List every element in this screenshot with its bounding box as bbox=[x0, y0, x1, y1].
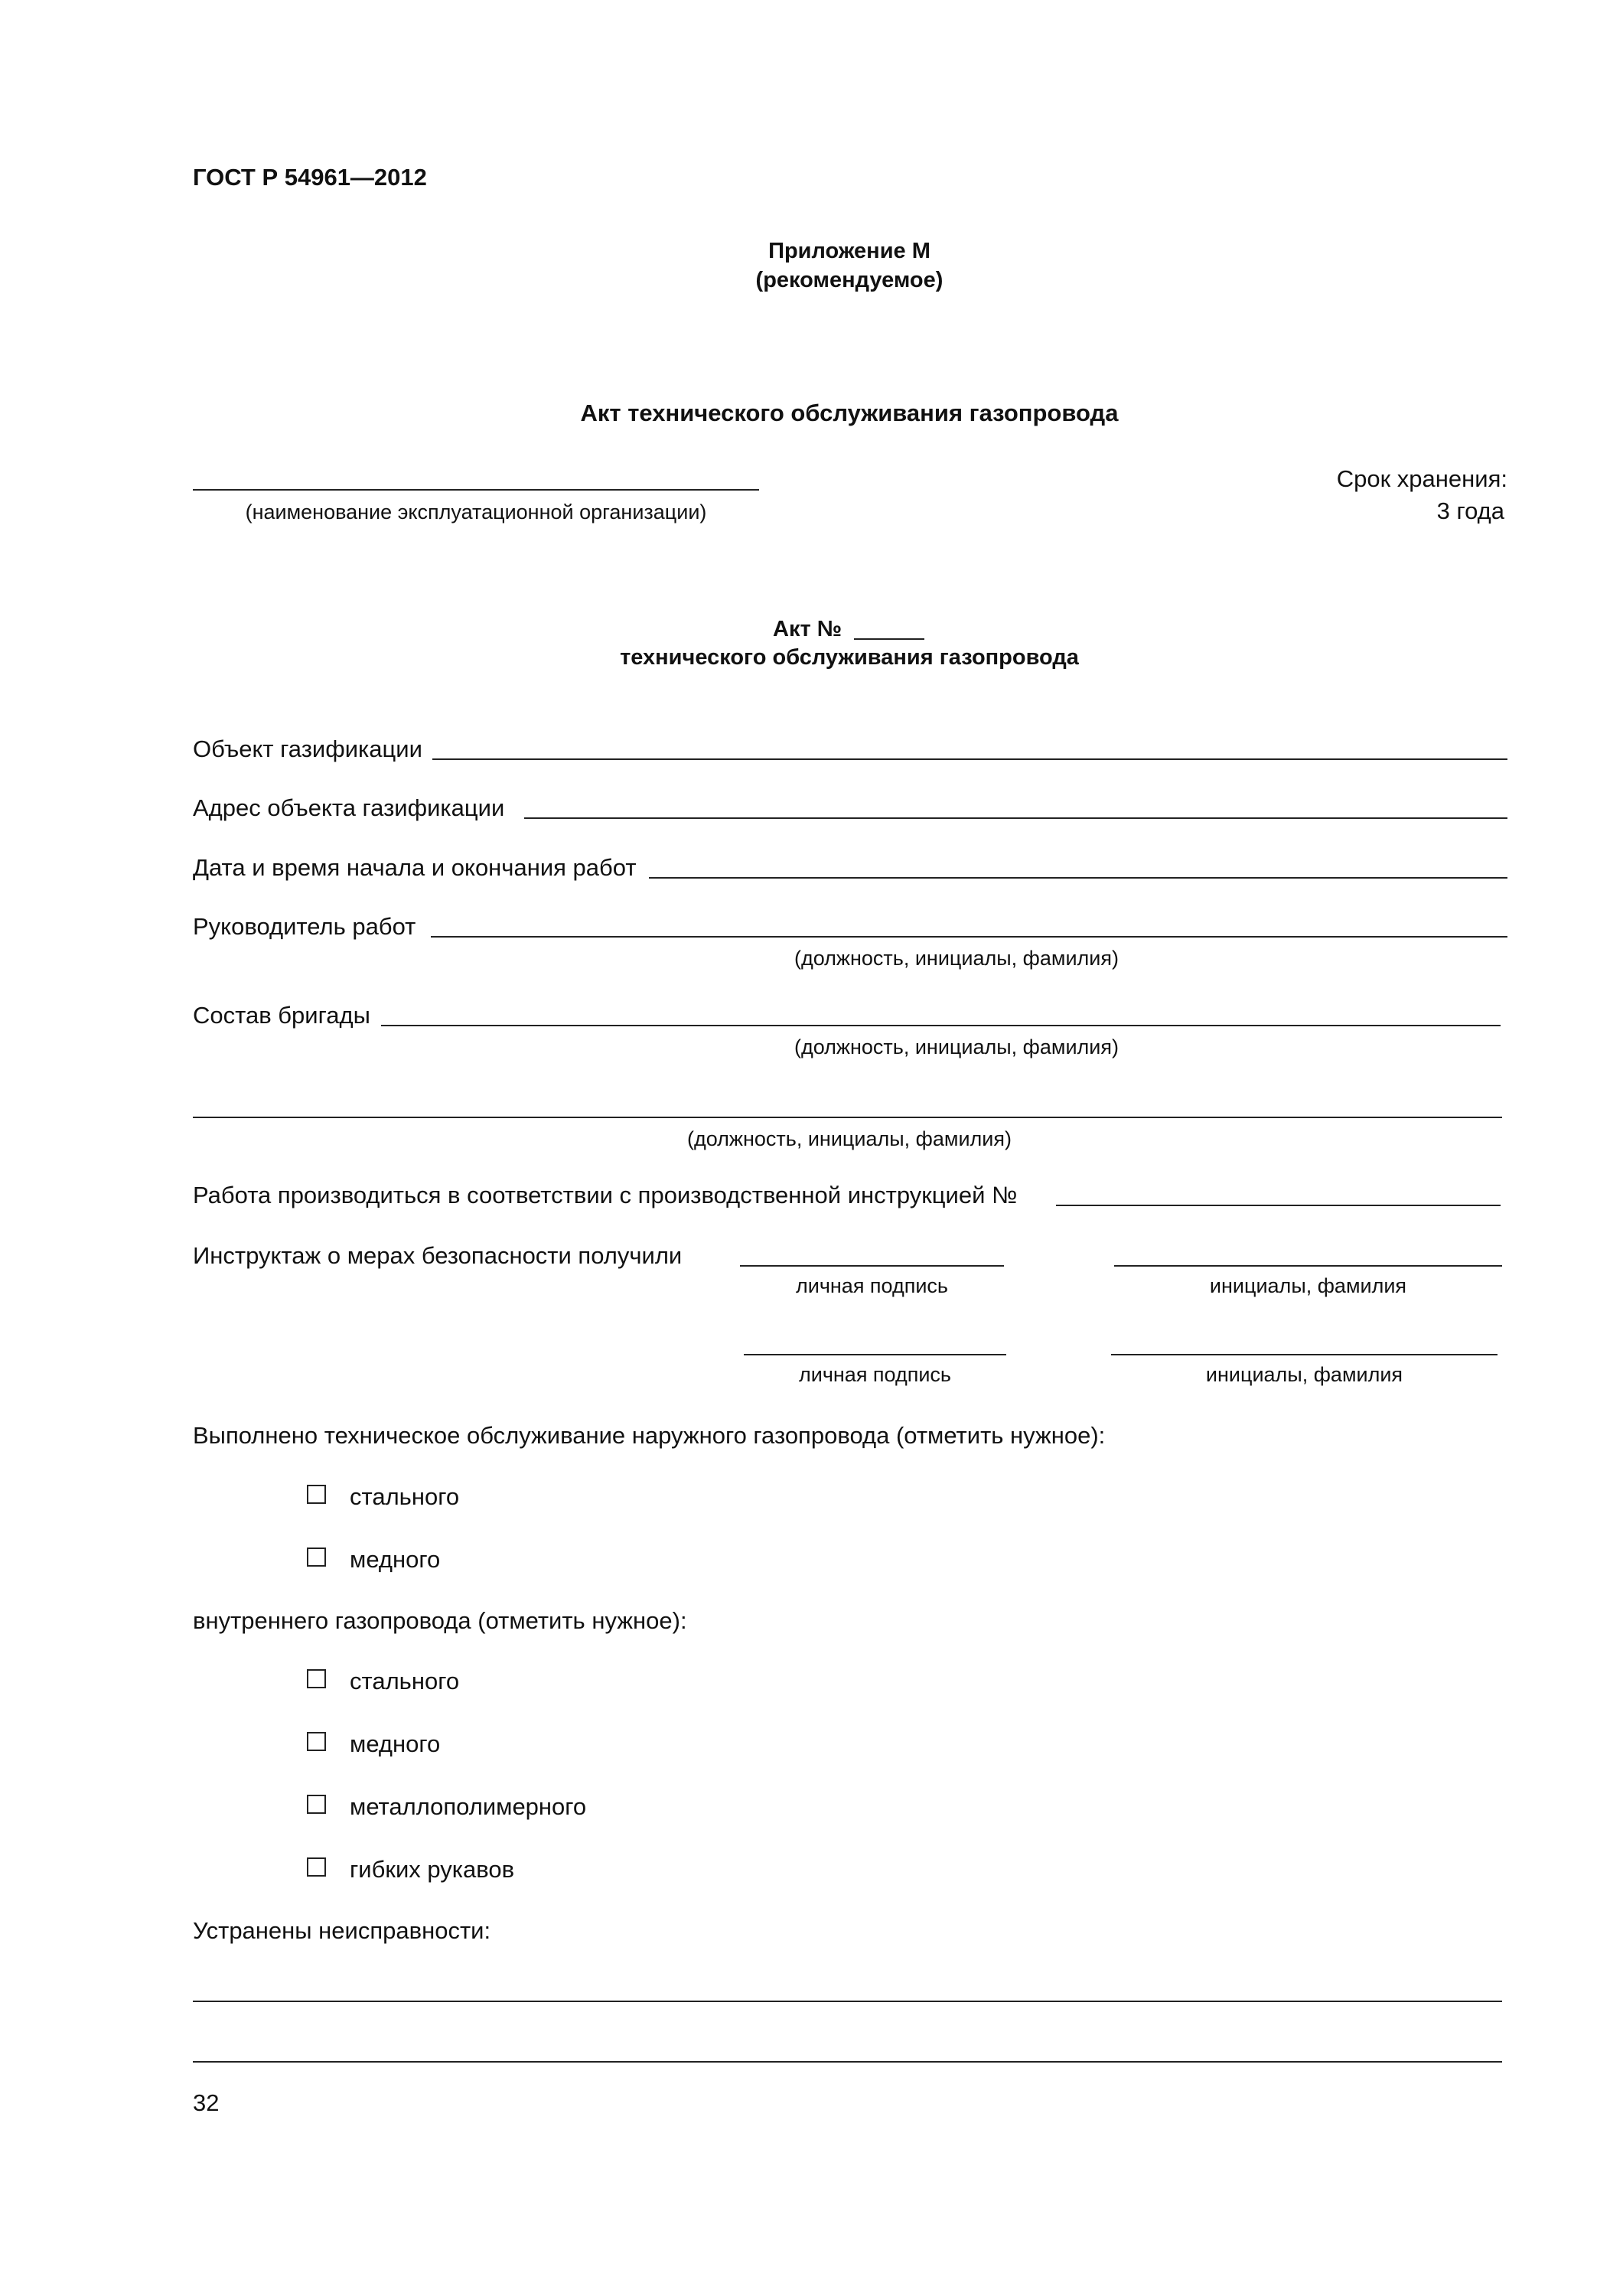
external-steel-label: стального bbox=[350, 1483, 460, 1510]
page-number: 32 bbox=[193, 2089, 220, 2116]
appendix-title: Приложение М bbox=[768, 239, 930, 263]
internal-label: внутреннего газопровода (отметить нужное): bbox=[193, 1607, 687, 1634]
name-caption-1: инициалы, фамилия bbox=[1209, 1274, 1407, 1297]
name-caption-2: инициалы, фамилия bbox=[1205, 1363, 1403, 1386]
internal-metal-polymer-label: металлополимерного bbox=[350, 1793, 587, 1820]
document-title: Акт технического обслуживания газопровода bbox=[580, 400, 1119, 426]
datetime-field[interactable] bbox=[649, 877, 1507, 879]
brigade-label: Состав бригады bbox=[193, 1002, 370, 1029]
act-subtitle: технического обслуживания газопровода bbox=[620, 645, 1079, 670]
signature-field-2[interactable] bbox=[744, 1354, 1006, 1355]
safety-briefing-label: Инструктаж о мерах безопасности получили bbox=[193, 1242, 683, 1269]
retention-label: Срок хранения: bbox=[1336, 465, 1507, 492]
act-number-line[interactable] bbox=[854, 638, 924, 640]
brigade-field[interactable] bbox=[381, 1025, 1501, 1026]
organization-caption: (наименование эксплуатационной организации) bbox=[245, 501, 707, 523]
supervisor-field[interactable] bbox=[431, 936, 1507, 938]
faults-line-2[interactable] bbox=[193, 2061, 1502, 2063]
name-field-1[interactable] bbox=[1114, 1265, 1502, 1267]
internal-flexible-hoses-label: гибких рукавов bbox=[350, 1856, 515, 1883]
address-label: Адрес объекта газификации bbox=[193, 794, 505, 821]
brigade-field-extra[interactable] bbox=[193, 1117, 1502, 1118]
brigade-extra-caption: (должность, инициалы, фамилия) bbox=[687, 1127, 1012, 1150]
internal-steel-checkbox[interactable] bbox=[307, 1669, 326, 1688]
signature-field-1[interactable] bbox=[740, 1265, 1004, 1267]
standard-code: ГОСТ Р 54961—2012 bbox=[193, 164, 427, 191]
faults-line-1[interactable] bbox=[193, 2001, 1502, 2002]
supervisor-caption: (должность, инициалы, фамилия) bbox=[794, 947, 1119, 970]
name-field-2[interactable] bbox=[1111, 1354, 1498, 1355]
external-copper-checkbox[interactable] bbox=[307, 1548, 326, 1567]
external-steel-checkbox[interactable] bbox=[307, 1485, 326, 1504]
instruction-number-field[interactable] bbox=[1056, 1205, 1501, 1206]
internal-flexible-hoses-checkbox[interactable] bbox=[307, 1857, 326, 1877]
object-field[interactable] bbox=[432, 758, 1507, 760]
signature-caption-2: личная подпись bbox=[798, 1363, 952, 1386]
act-number-label: Акт № bbox=[773, 617, 842, 641]
supervisor-label: Руководитель работ bbox=[193, 913, 416, 940]
brigade-caption: (должность, инициалы, фамилия) bbox=[794, 1035, 1119, 1058]
external-copper-label: медного bbox=[350, 1546, 441, 1573]
external-label: Выполнено техническое обслуживание наружного газопровода (отметить нужное): bbox=[193, 1422, 1106, 1449]
instruction-label: Работа производиться в соответствии с производственной инструкцией № bbox=[193, 1182, 1018, 1208]
internal-steel-label: стального bbox=[350, 1668, 460, 1694]
faults-label: Устранены неисправности: bbox=[193, 1917, 491, 1944]
internal-copper-label: медного bbox=[350, 1730, 441, 1757]
organization-line[interactable] bbox=[193, 489, 759, 491]
internal-copper-checkbox[interactable] bbox=[307, 1732, 326, 1751]
retention-value: 3 года bbox=[1436, 497, 1504, 524]
address-field[interactable] bbox=[524, 817, 1507, 819]
object-label: Объект газификации bbox=[193, 735, 422, 762]
appendix-status: (рекомендуемое) bbox=[755, 268, 943, 292]
internal-metal-polymer-checkbox[interactable] bbox=[307, 1795, 326, 1814]
datetime-label: Дата и время начала и окончания работ bbox=[193, 854, 637, 881]
signature-caption-1: личная подпись bbox=[795, 1274, 949, 1297]
